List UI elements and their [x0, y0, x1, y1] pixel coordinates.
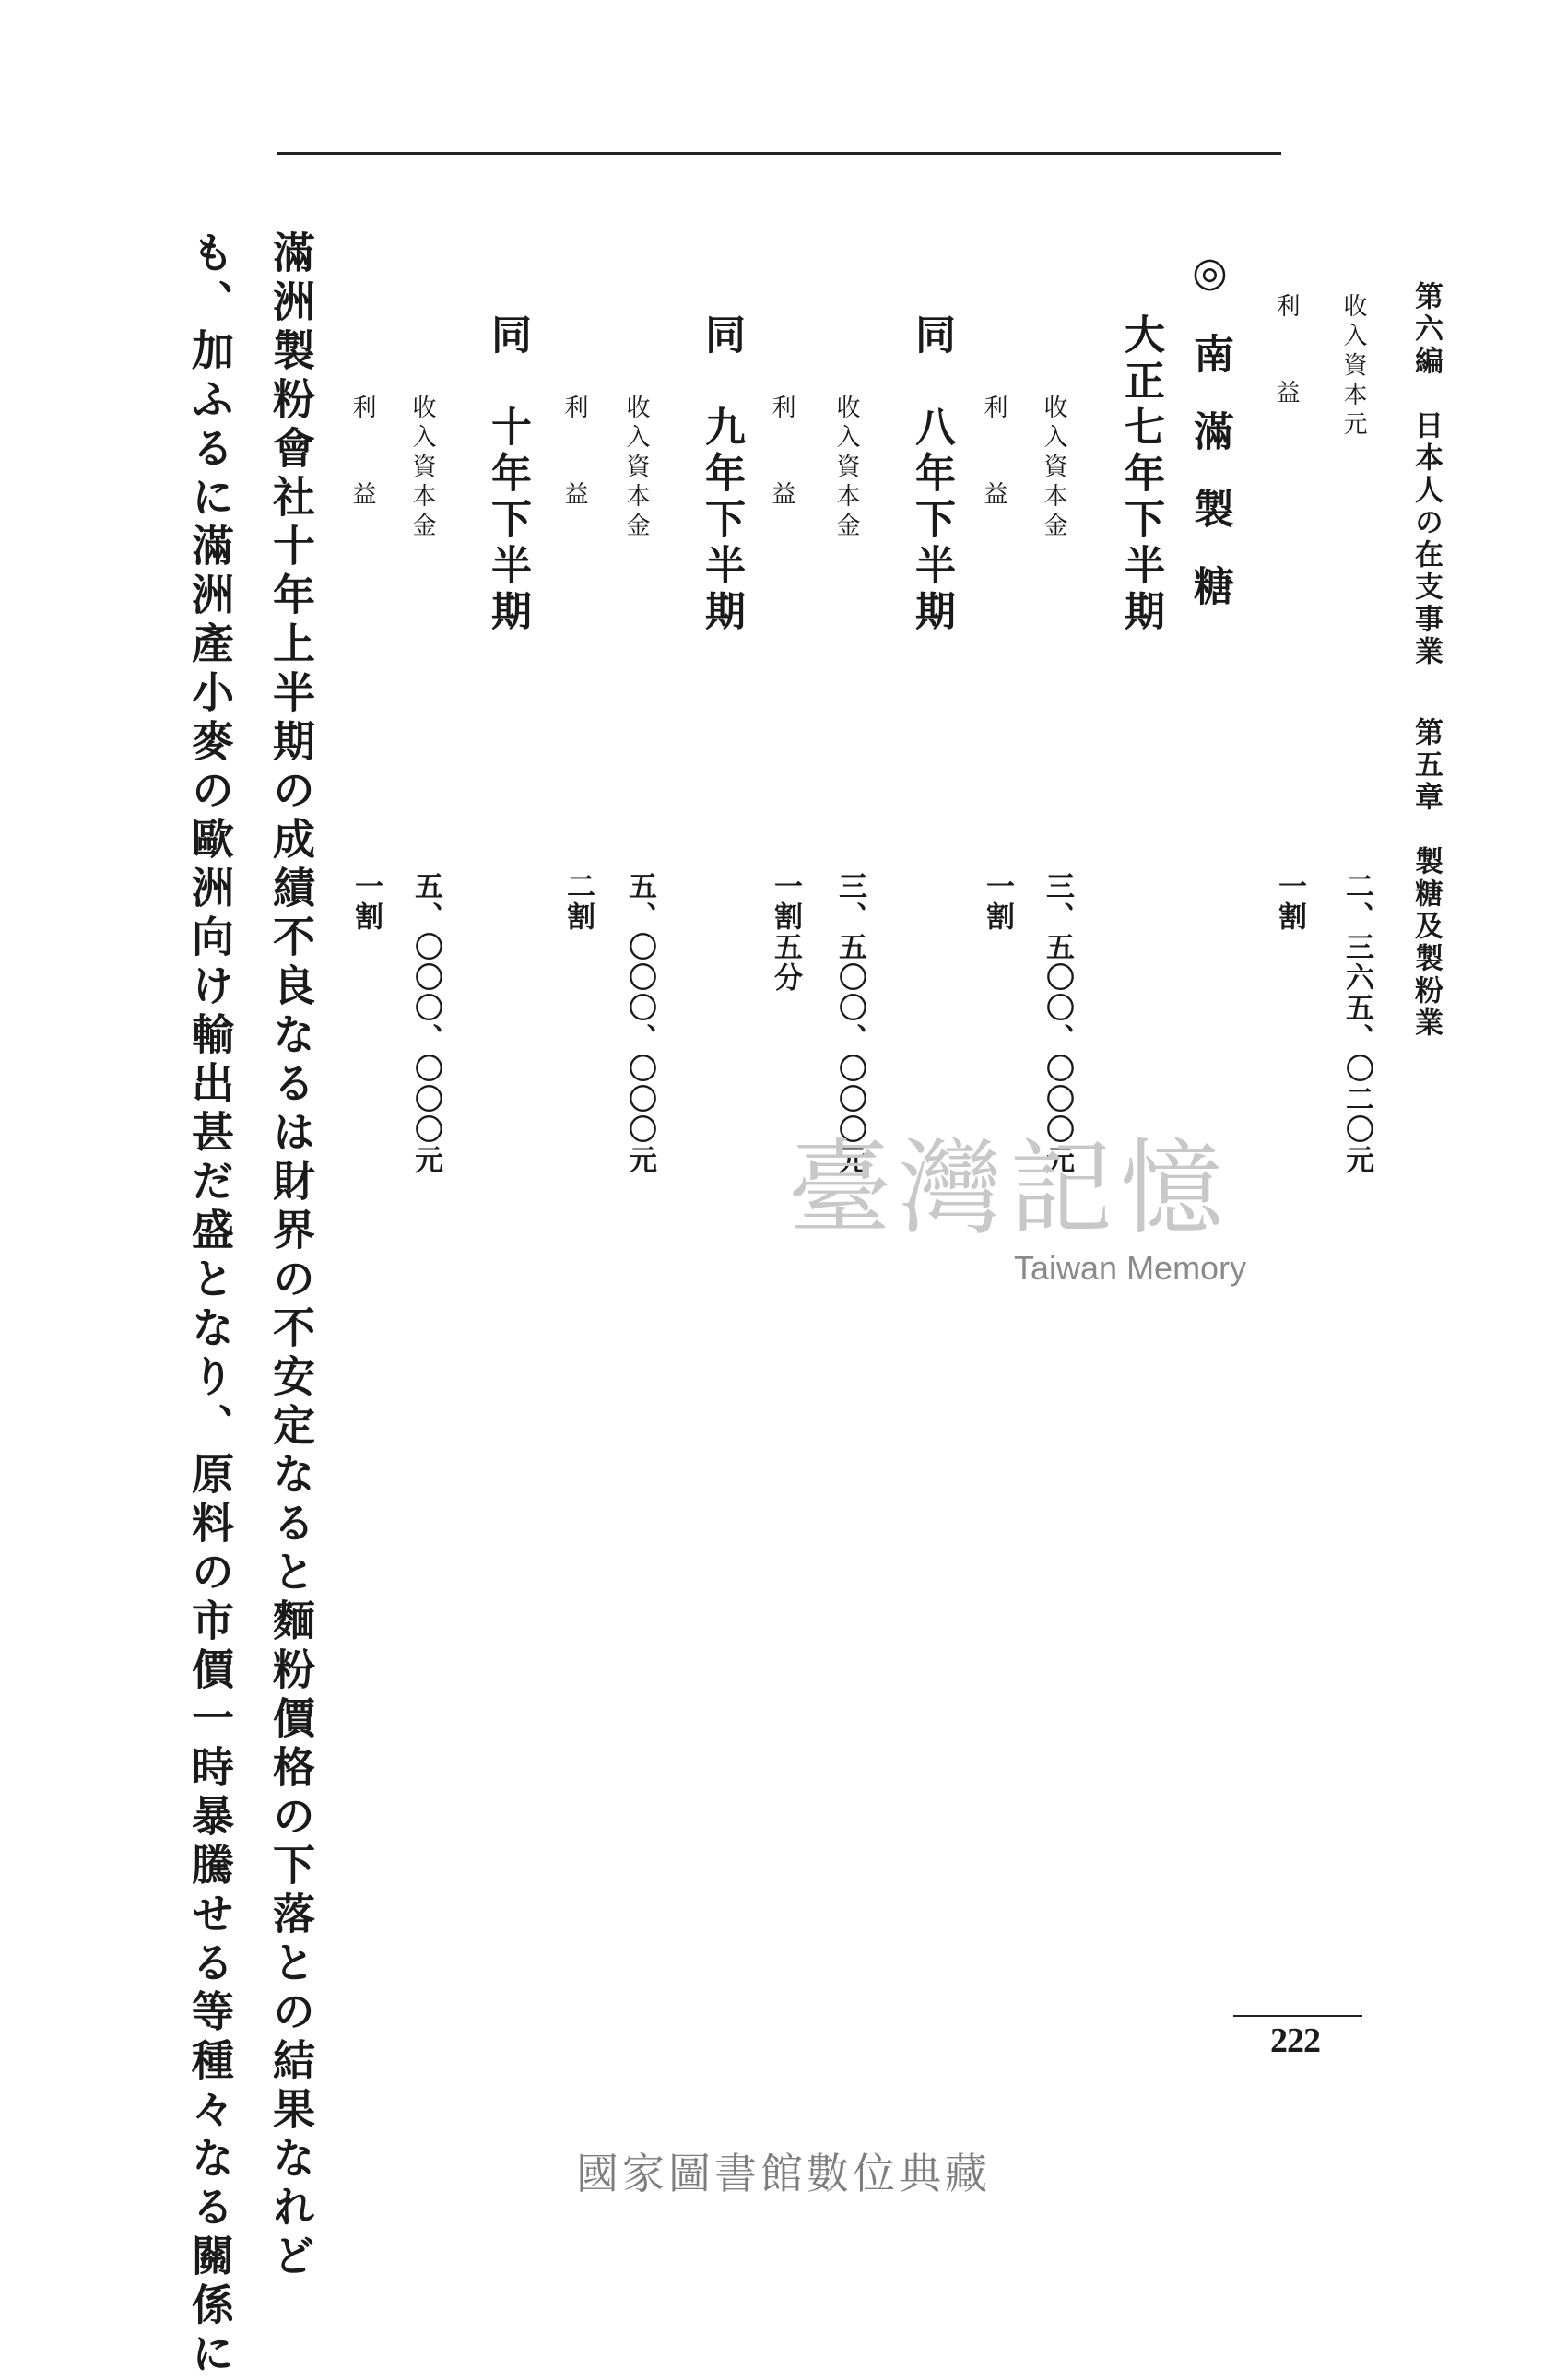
capital-label: 收入資本金 [408, 395, 436, 542]
period-heading: 同 十年下半期 [484, 313, 531, 636]
capital-value: 五、〇〇〇、〇〇〇元 [623, 871, 656, 1175]
period-heading: 大正七年下半期 [1117, 313, 1164, 636]
capital-value: 五、〇〇〇、〇〇〇元 [409, 871, 442, 1175]
watermark-en: Taiwan Memory [1014, 1249, 1247, 1287]
profit-label: 利益 [768, 395, 795, 568]
capital-value: 二、三六五、〇二〇元 [1340, 871, 1373, 1175]
taiwan-memory-watermark [788, 1106, 1267, 1288]
profit-value: 二割 [561, 871, 595, 932]
profit-value: 一割 [349, 871, 383, 932]
company-title: ◎南滿製糖 [1186, 249, 1233, 642]
capital-label: 收入資本元 [1339, 293, 1367, 441]
watermark-cjk: 臺灣記憶 [788, 1129, 1231, 1249]
capital-label: 收入資本金 [1040, 395, 1067, 542]
running-header-chapter: 第五章 製糖及製粉業 [1409, 717, 1443, 1040]
profit-value: 一割 [1273, 871, 1306, 932]
body-text-line: も、加ふるに滿洲產小麥の歐洲向け輸出甚だ盛となり、原料の市價一時暴騰せる等種々なる關係に [185, 230, 235, 2380]
capital-value: 三、五〇〇、〇〇〇元 [833, 871, 866, 1175]
running-header-part: 第六編 日本人の在支事業 [1409, 281, 1443, 668]
period-heading: 同 八年下半期 [908, 313, 955, 636]
page-number-rule [1233, 2015, 1362, 2017]
profit-label: 利益 [560, 395, 588, 568]
profit-value: 一割 [981, 871, 1014, 932]
capital-label: 收入資本金 [832, 395, 860, 542]
profit-label: 利益 [348, 395, 376, 568]
profit-label: 利益 [1272, 293, 1300, 466]
body-text-line: 滿洲製粉會社十年上半期の成績不良なるは財界の不安定なると麵粉價格の下落との結果なれど [266, 230, 316, 2282]
profit-value: 一割五分 [769, 871, 802, 993]
profit-label: 利益 [980, 395, 1007, 568]
capital-label: 收入資本金 [622, 395, 650, 542]
top-rule [277, 152, 1281, 155]
period-heading: 同 九年下半期 [698, 313, 745, 636]
library-footer: 國家圖書館數位典藏 [576, 2149, 991, 2198]
capital-value: 三、五〇〇、〇〇〇元 [1041, 871, 1074, 1175]
page-number: 222 [1270, 2021, 1320, 2060]
